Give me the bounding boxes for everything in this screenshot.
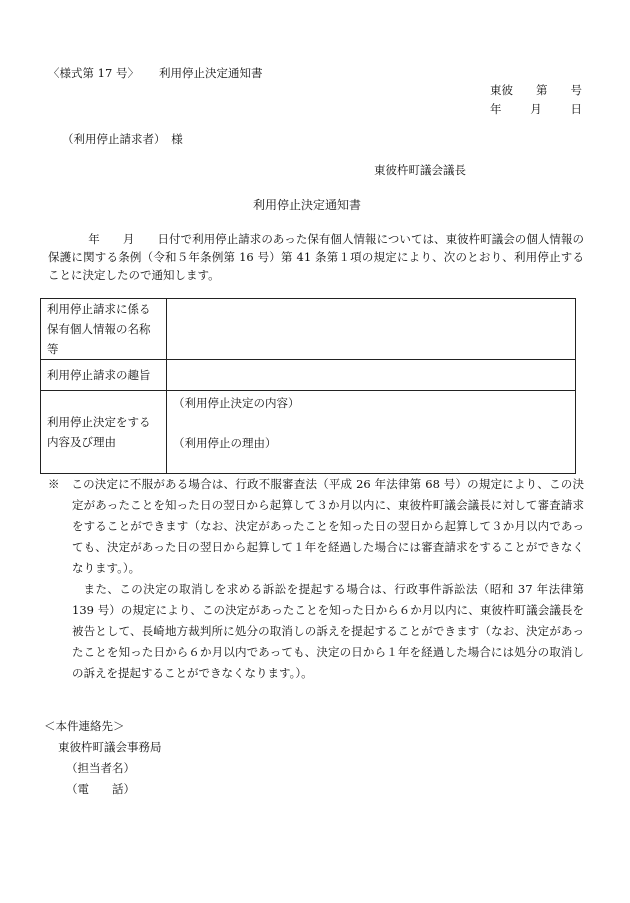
table-row — [41, 360, 576, 391]
date-year: 年 — [490, 102, 502, 116]
contact-heading: ＜本件連絡先＞ — [44, 719, 125, 733]
row3-sub-reason: （利用停止の理由） — [173, 436, 277, 450]
row2-label: 利用停止請求の趣旨 — [41, 360, 167, 391]
row3-value — [167, 391, 576, 474]
contact-block — [44, 716, 162, 800]
sender: 東彼杵町議会議長 — [374, 163, 466, 177]
document-title: 利用停止決定通知書 — [253, 198, 362, 212]
notes-section — [48, 474, 584, 684]
contact-person: （担当者名） — [66, 761, 135, 775]
addressee: （利用停止請求者） 様 — [62, 132, 183, 146]
note-appeal: ※ この決定に不服がある場合は、行政不服審査法（平成 26 年法律第 68 号）の規定により、この決定があったことを知った日の翌日から起算して３か月以内に、東彼杵町議会議長に対して審査請求をすることができます（なお、決定があったことを知った日の翌日から起算して３か月以内であっても、決定があった日の翌日から起算して１年を経過した場合には審査請求をすることができなくなります。）。 — [48, 477, 584, 575]
row3-label: 利用停止決定をする内容及び理由 — [41, 391, 167, 474]
table-row — [41, 391, 576, 474]
row1-label: 利用停止請求に係る保有個人情報の名称等 — [41, 299, 167, 360]
docno-dai: 第 — [536, 83, 548, 97]
date-month: 月 — [530, 102, 542, 116]
row3-sub-content: （利用停止決定の内容） — [173, 396, 300, 410]
form-header — [48, 68, 262, 80]
body-text: 年 月 日付で利用停止請求のあった保有個人情報については、東彼杵町議会の個人情報の保護に関する条例（令和５年条例第 16 号）第 41 条第１項の規定により、次のとおり、利用停止することに決定したので通知します。 — [48, 232, 584, 282]
table-row — [41, 299, 576, 360]
contact-phone: （電 話） — [66, 782, 135, 796]
document-number-block — [490, 82, 582, 120]
date-day: 日 — [570, 102, 582, 116]
note-lawsuit: また、この決定の取消しを求める訴訟を提起する場合は、行政事件訴訟法（昭和 37 年法律第 139 号）の規定により、この決定があったことを知った日から６か月以内に、東彼杵町議会議長を被告として、長崎地方裁判所に処分の取消しの訴えを提起することができます（なお、決定があったことを知った日から６か月以内であっても、決定の日から１年を経過した場合には処分の取消しの訴えを提起することができなくなります。）。 — [72, 582, 584, 680]
decision-table — [40, 298, 576, 474]
docno-prefix: 東彼 — [490, 83, 513, 97]
contact-office: 東彼杵町議会事務局 — [58, 740, 162, 754]
row1-value — [167, 299, 576, 360]
row2-value — [167, 360, 576, 391]
form-number: 〈様式第 17 号〉 — [48, 66, 139, 80]
docno-go: 号 — [570, 83, 582, 97]
form-name: 利用停止決定通知書 — [158, 66, 263, 80]
